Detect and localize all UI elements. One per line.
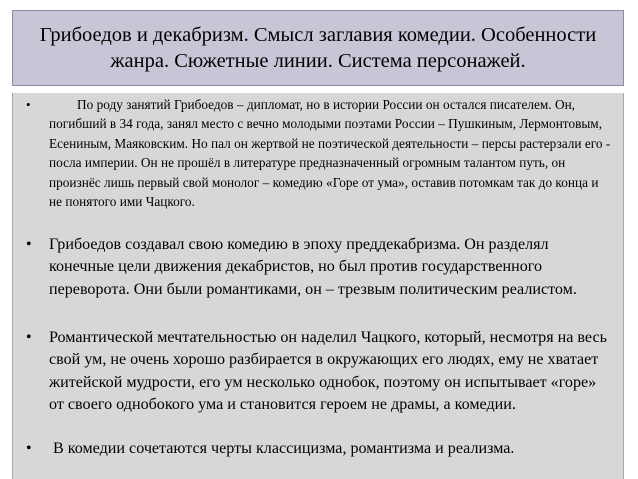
- slide-title: Грибоедов и декабризм. Смысл заглавия комедии. Особенности жанра. Сюжетные линии. Система персонажей.: [39, 24, 597, 72]
- bullet-dot-icon: •: [26, 97, 31, 112]
- slide-title-box: [12, 10, 624, 86]
- bullet-text-2: Грибоедов создавал свою комедию в эпоху преддекабризма. Он разделял конечные цели движения декабристов, но был против государственного переворота. Они были романтиками, он – трезвым политическим реалистом.: [49, 236, 577, 298]
- slide-content-box: [12, 93, 624, 479]
- bullet-text-1: По роду занятий Грибоедов – дипломат, но в истории России он остался писателем. Он, погибший в 34 года, занял место с вечно молодыми поэтами России – Пушкиным, Лермонтовым, Есениным, Маяковским. Но пал он жертвой не поэтической деятельности – персы растерзали его - посла империи. Он не прошёл в литературе предназначенный огромным талантом путь, он произнёс лишь первый свой монолог – комедию «Горе от ума», оставив потомкам так до конца и не понятого ими Чацкого.: [49, 97, 611, 210]
- bullet-dot-icon: •: [26, 329, 32, 346]
- bullet-text-4: В комедии сочетаются черты классицизма, романтизма и реализма.: [53, 440, 515, 457]
- bullet-dot-icon: •: [26, 440, 32, 457]
- bullet-text-3: Романтической мечтательностью он наделил Чацкого, который, несмотря на весь свой ум, не очень хорошо разбирается в окружающих его людях, ему не хватает житейской мудрости, его ум несколько однобок, поэтому он испытывает «горе» от своего однобокого ума и становится героем не драмы, а комедии.: [49, 329, 607, 414]
- bullet-dot-icon: •: [26, 236, 32, 253]
